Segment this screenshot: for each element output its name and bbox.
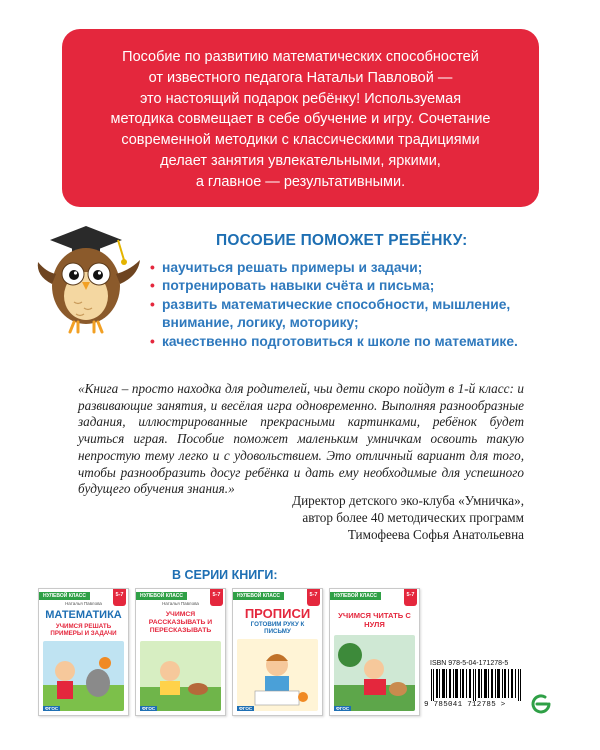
intro-box xyxy=(62,29,539,207)
intro-text: Пособие по развитию математических способностей от известного педагога Натальи Павловой — это настоящий подарок ребёнку! Используемая методика совмещает в себе обучение и игру. Сочетание современной методики с классическими традициями делает занятия увлекательными, яркими, а главное — результативными. xyxy=(110,49,491,190)
book-subtitle: УЧИМСЯ РАССКАЗЫВАТЬ И ПЕРЕСКАЗЫВАТЬ xyxy=(148,611,213,634)
bullet-icon: • xyxy=(150,333,155,349)
book-title: МАТЕМАТИКА xyxy=(45,609,122,621)
helps-item: • развить математические способности, мышление, внимание, логику, моторику; xyxy=(150,296,511,331)
barcode-digits: 9 785041 712785 > xyxy=(424,701,506,709)
bullet-icon: • xyxy=(150,260,155,275)
publisher-logo-icon xyxy=(530,693,552,715)
book-fgos-badge: ФГОС xyxy=(45,706,59,711)
series-book-copybook xyxy=(232,588,323,716)
author-credentials: автор более 40 методических программ xyxy=(302,510,524,525)
book-fgos-badge: ФГОС xyxy=(239,706,253,711)
review-author xyxy=(200,492,524,543)
book-grade-ribbon: НУЛЕВОЙ КЛАСС xyxy=(39,592,90,600)
series-book-retelling xyxy=(135,588,226,716)
book-age-badge: 5-7 xyxy=(404,589,417,606)
book-cover-illustration xyxy=(140,641,221,711)
author-name: Тимофеева Софья Анатольевна xyxy=(347,527,524,542)
author-position: Директор детского эко-клуба «Умничка», xyxy=(292,493,524,508)
helps-list xyxy=(150,259,580,351)
book-subtitle: УЧИМСЯ РЕШАТЬ ПРИМЕРЫ И ЗАДАЧИ xyxy=(50,623,117,637)
bullet-icon: • xyxy=(150,296,155,312)
book-age-badge: 5-7 xyxy=(307,589,320,606)
owl-illustration xyxy=(28,222,148,338)
book-age-badge: 5-7 xyxy=(210,589,223,606)
book-cover-illustration xyxy=(237,639,318,711)
isbn-label: ISBN 978-5-04-171278-5 xyxy=(430,660,509,667)
book-cover-illustration xyxy=(43,641,124,711)
book-title: ПРОПИСИ xyxy=(244,606,311,621)
book-author: Наталья Павлова xyxy=(162,601,199,606)
barcode xyxy=(431,669,523,701)
book-grade-ribbon: НУЛЕВОЙ КЛАСС xyxy=(330,592,381,600)
review-quote: «Книга – просто находка для родителей, чьи дети скоро пойдут в 1-й класс: и развивающие занятия, и весёлая игра одновременно. Выполняя разнообразные задания, иллюстрированные прекрасными картинками, ребёнок будет учиться играя. Пособие поможет маленьким умничкам освоить такую непростую тему легко и с удовольствием. Это отличный вариант для того, чтобы разнообразить досуг ребёнка и дать ему необходимые для успешного будущего обучения знания.» xyxy=(78,381,524,497)
book-subtitle: УЧИМСЯ ЧИТАТЬ С НУЛЯ xyxy=(338,611,411,629)
book-fgos-badge: ФГОС xyxy=(142,706,156,711)
book-cover-illustration xyxy=(334,635,415,711)
helps-item: • потренировать навыки счёта и письма; xyxy=(150,277,580,295)
helps-title: ПОСОБИЕ ПОМОЖЕТ РЕБЁНКУ: xyxy=(216,232,468,249)
bullet-icon: • xyxy=(150,278,155,294)
book-grade-ribbon: НУЛЕВОЙ КЛАСС xyxy=(233,592,284,600)
helps-item: • научиться решать примеры и задачи; xyxy=(150,259,580,277)
series-book-reading xyxy=(329,588,420,716)
helps-item: • качественно подготовиться к школе по математике. xyxy=(150,333,580,351)
book-subtitle: ГОТОВИМ РУКУ К ПИСЬМУ xyxy=(250,621,305,635)
book-grade-ribbon: НУЛЕВОЙ КЛАСС xyxy=(136,592,187,600)
book-age-badge: 5-7 xyxy=(113,589,126,606)
book-fgos-badge: ФГОС xyxy=(336,706,350,711)
book-author: Наталья Павлова xyxy=(65,601,102,606)
series-title: В СЕРИИ КНИГИ: xyxy=(172,568,278,582)
series-book-math xyxy=(38,588,129,716)
